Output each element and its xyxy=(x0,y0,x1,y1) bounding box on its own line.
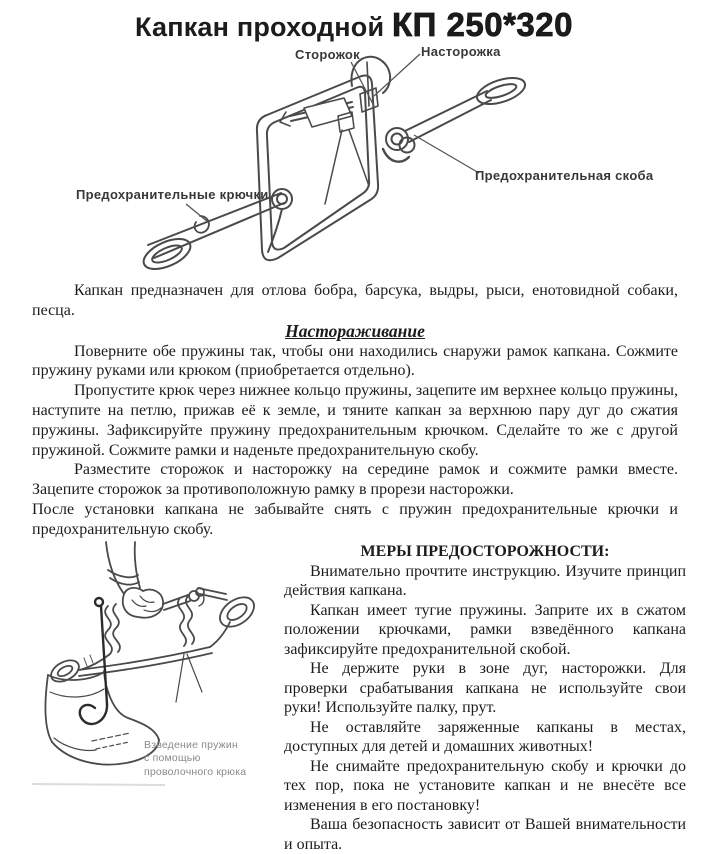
arming-paragraph: Пропустите крюк через нижнее кольцо пружины, зацепите им верхнее кольцо пружины, наступите на петлю, прижав её к земле, и тяните капкан за верхнюю пару дуг до сжатия пружины. Зафиксируйте пружину предохранительным крючком. Сделайте то же с другой пружиной. Сожмите рамки и наденьте предохранительную скобу. xyxy=(32,382,678,459)
page-title-model: КП 250*320 xyxy=(392,6,573,43)
illustration-caption xyxy=(144,739,264,780)
lower-section xyxy=(0,542,708,854)
precaution-paragraph: Не держите руки в зоне дуг, насторожки. Для проверки срабатывания капкана не используйте свои руки! Используйте палку, прут. xyxy=(284,660,686,717)
caption-line: проволочного крюка xyxy=(144,765,247,778)
label-safety-hooks: Предохранительные крючки xyxy=(76,187,269,202)
precaution-paragraph: Не оставляйте заряженные капканы в местах, доступных для детей и домашних животных! xyxy=(284,718,686,756)
precaution-paragraph: Внимательно прочтите инструкцию. Изучите принцип действия капкана. xyxy=(284,562,686,600)
precautions-heading: МЕРЫ ПРЕДОСТОРОЖНОСТИ: xyxy=(360,542,610,560)
precaution-paragraph: Капкан имеет тугие пружины. Заприте их в сжатом положении крючками, рамки взведённого капкана зафиксируйте предохранительной скобой. xyxy=(284,601,686,658)
trap-diagram-illustration xyxy=(0,46,708,279)
precaution-paragraph: Ваша безопасность зависит от Вашей внимательности и опыта. xyxy=(284,816,686,853)
instruction-body xyxy=(0,279,708,540)
page-title-main: Капкан проходной xyxy=(134,12,385,42)
precaution-paragraph: Не снимайте предохранительную скобу и крючки до тех пор, пока не установите капкан и не внесёте все изменения в его постановку! xyxy=(284,757,686,814)
label-storozhok: Сторожок xyxy=(295,47,360,62)
intro-paragraph: Капкан предназначен для отлова бобра, барсука, выдры, рыси, енотовидной собаки, песца. xyxy=(32,282,678,319)
arming-illustration xyxy=(32,542,284,854)
caption-line: с помощью xyxy=(144,752,201,765)
page-title xyxy=(0,0,708,46)
label-safety-clasp: Предохранительная скоба xyxy=(475,168,654,183)
arming-paragraph: Поверните обе пружины так, чтобы они находились снаружи рамок капкана. Сожмите пружину руками или крюком (приобретается отдельно). xyxy=(32,342,678,380)
arming-paragraph: После установки капкана не забывайте снять с пружин предохранительные крючки и предохранительную скобу. xyxy=(32,500,678,538)
arming-paragraph: Разместите сторожок и насторожку на середине рамок и сожмите рамки вместе. Зацепите сторожок за противоположную рамку в прорези насторожки. xyxy=(32,461,678,499)
section-heading-arming: Настораживание xyxy=(285,320,425,341)
precautions-section xyxy=(284,542,686,854)
label-nastorozhka: Насторожка xyxy=(421,44,501,59)
trap-diagram xyxy=(0,46,708,279)
caption-line: Взведение пружин xyxy=(144,738,238,751)
